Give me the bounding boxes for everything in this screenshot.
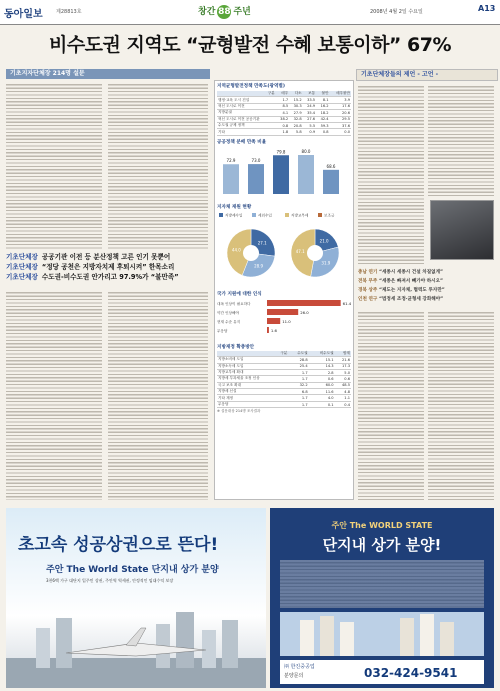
chart1-label: 73.0 [251, 157, 261, 163]
quote-item [358, 277, 494, 286]
ad-right-brand: 주안 The WORLD STATE [331, 521, 433, 530]
table-cell: 18.2 [316, 110, 329, 116]
chart3-label: 무응답 [217, 328, 228, 333]
callout-text: 공공기관 이전 등 분산정책 고른 인기 못뿐어 [41, 253, 171, 261]
table-cell: 지방세 부과세율 조정 인상 [217, 376, 288, 382]
table-header: 합계 [335, 351, 351, 357]
infographic-box [214, 80, 354, 500]
table-cell: 33.5 [303, 97, 316, 103]
chart1-bar [273, 155, 289, 194]
table-header: 수도권 [288, 351, 308, 357]
pie-label: 27.1 [257, 240, 267, 246]
table-cell: 혁신 도시로 이전 [217, 103, 276, 109]
quote-item [358, 295, 494, 304]
article-text-column-4 [108, 290, 208, 500]
table-cell: 0.1 [309, 401, 335, 407]
ad-phone-label: 분양문의 [284, 673, 304, 679]
table-cell: 3.9 [330, 97, 351, 103]
table-cell: 0.6 [335, 376, 351, 382]
table-cell: 1.1 [335, 395, 351, 401]
legend-label: 지방교부세 [291, 213, 309, 218]
chart3-value: 1.6 [270, 327, 277, 333]
page-number: A13 [478, 4, 496, 13]
table-cell: 6.8 [288, 389, 308, 395]
chart3-svg [215, 298, 351, 338]
ad-phone-number: 032-424-9541 [364, 666, 458, 680]
legend-label: 세외수입 [258, 213, 272, 218]
pie-label: 21.0 [319, 238, 329, 244]
chart2-title: 지자체 재원 현황 [217, 204, 252, 210]
table-cell: 4.0 [309, 395, 335, 401]
ad-left-subtitle: 주안 The World State 단지내 상가 분양 [46, 565, 219, 575]
section-bar-left: 기초지자단체장 214명 설문 [6, 69, 210, 79]
quote-text: “세종은 빠져서 빼가야 하시오” [378, 279, 444, 284]
table-cell: 행정·교육 도시 건설 [217, 97, 276, 103]
legend-label: 보조금 [324, 213, 335, 218]
chart4-title: 지방재정 확충방안 [217, 344, 255, 350]
ad-contact-box [280, 660, 484, 684]
interview-photo [430, 200, 494, 260]
quote-list [358, 268, 494, 304]
chart3-title: 국가 지원에 대한 인식 [217, 291, 262, 297]
legend-swatch [219, 213, 223, 217]
article-text-column-3 [6, 290, 102, 500]
table-cell: 27.6 [303, 116, 316, 122]
chart3-bar [267, 309, 298, 315]
table-cell: 28.8 [288, 357, 308, 363]
table-cell: 1.7 [288, 376, 308, 382]
callout-label: 기초단체장 [6, 263, 38, 271]
callout-item [6, 262, 210, 272]
table-row [217, 401, 351, 407]
quote-lead: 전북 무주 [358, 279, 378, 284]
satisfaction-rows [217, 97, 351, 135]
table-cell: 14.3 [309, 363, 335, 369]
table-cell: 1.8 [276, 129, 289, 135]
callout-label: 기초단체장 [6, 273, 38, 281]
table-cell: 지방교부세 확대 [217, 369, 288, 375]
table-cell: 15.2 [289, 97, 302, 103]
table-cell: 기타 재정 [217, 395, 288, 401]
table-cell: 1.7 [276, 97, 289, 103]
table-cell: 5.0 [335, 369, 351, 375]
pie-label: 44.0 [231, 247, 241, 253]
callout-text: “정당 공천은 지방자치제 후퇴시켜” 한목소리 [41, 263, 175, 271]
fiscal-rows [217, 357, 351, 408]
legend-swatch [285, 213, 289, 217]
table-cell: 1.7 [288, 369, 308, 375]
table-header: 비수도권 [309, 351, 335, 357]
article-text-column-2 [108, 82, 208, 250]
callout-label: 기초단체장 [6, 253, 38, 261]
quote-text: “세종시 세종시 건설 차질없게” [378, 270, 444, 275]
page-headline: 비수도권 지역도 “균형발전 수혜 보통이하” 67% [48, 34, 452, 56]
right-text-column-3 [358, 310, 424, 500]
ad-right-title: 단지내 상가 분양! [322, 536, 442, 554]
callout-text: 수도권-비수도권 안가리고 97.9%가 “불만족” [41, 273, 179, 281]
table-cell: 8.1 [316, 97, 329, 103]
ad-cityscape-image [6, 598, 266, 688]
table-header: 매우불만 [330, 91, 351, 97]
anniversary-mark [198, 4, 251, 19]
chart1-label: 80.0 [301, 148, 311, 154]
table-cell: 32.2 [288, 382, 308, 388]
table-cell: 2.8 [309, 369, 335, 375]
table-cell: 16.2 [316, 103, 329, 109]
table-cell: 20.6 [330, 110, 351, 116]
table-cell: 1.7 [288, 401, 308, 407]
chart1-label: 72.9 [226, 157, 236, 163]
chart3-label: 현재 수준 유지 [217, 319, 241, 324]
quote-text: “법정세 조정·균형세 강화해야” [378, 297, 444, 302]
legend-label: 지방세수입 [225, 213, 243, 218]
table-cell: 무응답 [217, 401, 288, 407]
table-cell: 38.2 [276, 116, 289, 122]
table-cell: 지방세 신설 [217, 389, 288, 395]
pie-label: 28.9 [254, 263, 263, 269]
ad-right-details [280, 560, 484, 608]
chart3-value: 61.4 [342, 300, 351, 306]
chart1-label: 79.8 [276, 148, 286, 154]
legend-swatch [318, 213, 322, 217]
table-cell: 25.4 [288, 363, 308, 369]
chart3-bar [267, 327, 269, 333]
table-cell: 29.5 [330, 116, 351, 122]
table-cell: 지방분권 [217, 110, 276, 116]
table-header: 구분 [217, 91, 276, 97]
table-cell: 32.8 [289, 116, 302, 122]
callout-item [6, 252, 210, 262]
anniversary-pre: 창간 [198, 7, 216, 17]
table-cell: 59.3 [316, 122, 329, 128]
table-cell: 0.8 [276, 122, 289, 128]
quote-text: “제도는 지자체, 협력도 투자만” [378, 288, 445, 293]
ad-left-note: 3천6백 가구 대단지 입주민 상권, 주안역 역세권, 안정적인 임대수익 보장 [46, 578, 174, 583]
section-bar-right: 기초단체장들의 제언 - 고언 - [356, 69, 498, 81]
table-header: 다소 [289, 91, 302, 97]
satisfaction-table [217, 91, 351, 136]
quote-item [358, 286, 494, 295]
table-cell: 국고 보조 확대 [217, 382, 288, 388]
table-cell: 48.5 [335, 382, 351, 388]
chart3-bar [267, 300, 341, 306]
article-text-column-1 [6, 82, 102, 250]
issue-number: 제28813호 [56, 9, 82, 15]
anniversary-number: 88 [218, 7, 231, 17]
table-cell: 21.6 [335, 357, 351, 363]
infographic-title: 지역균형발전정책 만족도(광역별) [217, 84, 285, 89]
chart3-bar [267, 318, 280, 324]
table-cell: 0.8 [316, 129, 329, 135]
fiscal-table [217, 351, 351, 409]
chart1-bar [298, 155, 314, 194]
legend-swatch [252, 213, 256, 217]
table-cell: 42.4 [316, 116, 329, 122]
table-cell: 0.6 [309, 376, 335, 382]
table-cell: 0.9 [303, 129, 316, 135]
chart1-title: 공공정책 분배 만족 비율 [217, 139, 267, 145]
chart2-svg [215, 211, 351, 285]
table-cell: 수도권 규제 정책 [217, 122, 276, 128]
newspaper-logo: 동아일보 [4, 9, 43, 20]
table-cell: 27.9 [289, 110, 302, 116]
callout-list [6, 252, 210, 282]
chart1-bar [248, 164, 264, 194]
table-cell: 60.0 [309, 382, 335, 388]
table-cell: 24.9 [303, 103, 316, 109]
chart3-value: 26.0 [300, 309, 309, 315]
right-text-column-2 [428, 84, 494, 196]
ad-left-panel [6, 508, 266, 688]
table-cell: 0.4 [335, 401, 351, 407]
table-cell: 17.3 [335, 363, 351, 369]
chart3-value: 11.0 [282, 318, 291, 324]
table-cell: 15.1 [309, 357, 335, 363]
table-cell: 4.1 [276, 110, 289, 116]
donut-hole [243, 245, 259, 261]
quote-lead: 충남 연기 [358, 270, 378, 275]
right-text-column-4 [428, 310, 494, 500]
table-cell: 1.7 [288, 395, 308, 401]
table-cell: 5.5 [303, 122, 316, 128]
dateline: 2008년 4월 2일 수요일 [370, 9, 423, 15]
table-cell: 8.5 [276, 103, 289, 109]
table-cell: 35.4 [303, 110, 316, 116]
callout-item [6, 272, 210, 282]
table-cell: 20.8 [289, 122, 302, 128]
quote-lead: 인천 연구 [358, 297, 378, 302]
pie-label: 47.1 [295, 248, 305, 254]
ad-building-image [280, 612, 484, 656]
ad-left-title: 초고속 성공상권으로 뜬다! [18, 535, 219, 555]
table-cell: 혁신 도시로 이전 공공기관 [217, 116, 276, 122]
table-note: ※ 설문대상 214명 조사결과 [217, 409, 261, 414]
table-cell: 11.6 [309, 389, 335, 395]
ad-right-panel [270, 508, 494, 688]
chart3-label: 약간 인상해야 [217, 310, 239, 315]
table-cell: 지방소득세 도입 [217, 363, 288, 369]
table-cell: 17.6 [330, 103, 351, 109]
chart1-bar [323, 170, 339, 194]
table-header: 매우 [276, 91, 289, 97]
chart1-bar [223, 164, 239, 194]
donut-hole [307, 245, 323, 261]
table-row [217, 129, 351, 135]
table-header: 보통 [303, 91, 316, 97]
table-cell: 4.8 [335, 389, 351, 395]
table-cell: 기타 [217, 129, 276, 135]
chart3-label: 대폭 인상이 필요하다 [217, 301, 251, 306]
table-header: 구분 [217, 351, 288, 357]
ad-company: ㈜ 한진중공업 [284, 664, 315, 670]
table-cell: 30.3 [289, 103, 302, 109]
table-cell: 5.8 [289, 129, 302, 135]
quote-lead: 경북 상주 [358, 288, 378, 293]
chart1-label: 68.6 [326, 163, 336, 169]
pie-label: 31.9 [321, 260, 331, 266]
chart1-svg [215, 146, 351, 198]
right-text-column-1 [358, 84, 424, 264]
table-cell: 지방소비세 도입 [217, 357, 288, 363]
anniversary-post: 주년 [233, 7, 251, 17]
table-cell: 37.6 [330, 122, 351, 128]
quote-item [358, 268, 494, 277]
table-header: 불만 [316, 91, 329, 97]
table-cell: 0.0 [330, 129, 351, 135]
